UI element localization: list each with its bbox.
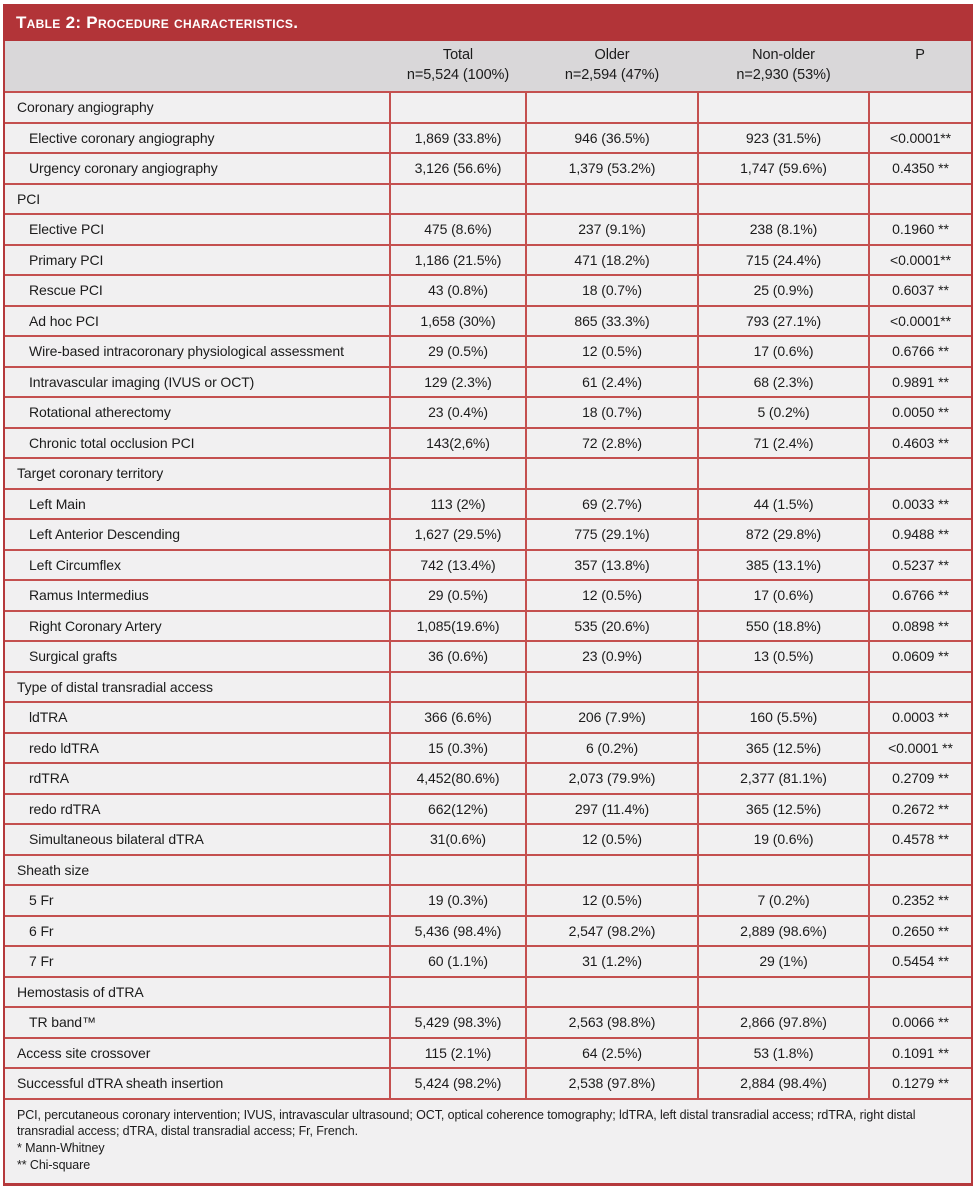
row-label: Left Anterior Descending bbox=[5, 519, 390, 550]
cell-total: 29 (0.5%) bbox=[390, 336, 526, 367]
cell-p: 0.0050 ** bbox=[869, 397, 971, 428]
row-label: 7 Fr bbox=[5, 946, 390, 977]
cell-total: 4,452(80.6%) bbox=[390, 763, 526, 794]
cell-older: 6 (0.2%) bbox=[526, 733, 698, 764]
cell-older bbox=[526, 977, 698, 1008]
table-frame bbox=[3, 41, 973, 1186]
row-label: Urgency coronary angiography bbox=[5, 153, 390, 184]
cell-total: 143(2,6%) bbox=[390, 428, 526, 459]
cell-non-older bbox=[698, 977, 869, 1008]
cell-older: 23 (0.9%) bbox=[526, 641, 698, 672]
cell-total: 60 (1.1%) bbox=[390, 946, 526, 977]
column-sublabel: n=2,930 (53%) bbox=[736, 67, 831, 83]
cell-total: 475 (8.6%) bbox=[390, 214, 526, 245]
cell-total bbox=[390, 184, 526, 215]
cell-older bbox=[526, 184, 698, 215]
cell-non-older: 160 (5.5%) bbox=[698, 702, 869, 733]
cell-older: 72 (2.8%) bbox=[526, 428, 698, 459]
cell-older: 12 (0.5%) bbox=[526, 336, 698, 367]
section-row bbox=[5, 977, 971, 1008]
cell-p: 0.1279 ** bbox=[869, 1068, 971, 1099]
cell-older: 471 (18.2%) bbox=[526, 245, 698, 276]
cell-total: 1,869 (33.8%) bbox=[390, 123, 526, 154]
cell-older: 2,073 (79.9%) bbox=[526, 763, 698, 794]
cell-p: 0.4578 ** bbox=[869, 824, 971, 855]
procedure-characteristics-table bbox=[5, 41, 971, 1100]
row-label: Successful dTRA sheath insertion bbox=[5, 1068, 390, 1099]
table-row bbox=[5, 946, 971, 977]
table-row bbox=[5, 733, 971, 764]
cell-p bbox=[869, 458, 971, 489]
cell-total: 1,186 (21.5%) bbox=[390, 245, 526, 276]
cell-non-older: 2,889 (98.6%) bbox=[698, 916, 869, 947]
cell-non-older: 715 (24.4%) bbox=[698, 245, 869, 276]
table-row bbox=[5, 397, 971, 428]
section-row bbox=[5, 672, 971, 703]
table-row bbox=[5, 336, 971, 367]
cell-older: 61 (2.4%) bbox=[526, 367, 698, 398]
row-label: Chronic total occlusion PCI bbox=[5, 428, 390, 459]
cell-non-older: 923 (31.5%) bbox=[698, 123, 869, 154]
cell-p: 0.2352 ** bbox=[869, 885, 971, 916]
row-label: 5 Fr bbox=[5, 885, 390, 916]
row-label: ldTRA bbox=[5, 702, 390, 733]
cell-non-older: 2,884 (98.4%) bbox=[698, 1068, 869, 1099]
header-cell-older bbox=[526, 41, 698, 92]
cell-older: 2,538 (97.8%) bbox=[526, 1068, 698, 1099]
cell-p: 0.0003 ** bbox=[869, 702, 971, 733]
cell-non-older: 25 (0.9%) bbox=[698, 275, 869, 306]
cell-non-older: 2,377 (81.1%) bbox=[698, 763, 869, 794]
row-label: Ad hoc PCI bbox=[5, 306, 390, 337]
cell-older: 64 (2.5%) bbox=[526, 1038, 698, 1069]
cell-older: 865 (33.3%) bbox=[526, 306, 698, 337]
cell-older: 12 (0.5%) bbox=[526, 885, 698, 916]
cell-non-older bbox=[698, 184, 869, 215]
cell-older: 2,563 (98.8%) bbox=[526, 1007, 698, 1038]
section-row bbox=[5, 458, 971, 489]
cell-p: <0.0001** bbox=[869, 245, 971, 276]
cell-older: 535 (20.6%) bbox=[526, 611, 698, 642]
cell-p: 0.5237 ** bbox=[869, 550, 971, 581]
cell-p: 0.2709 ** bbox=[869, 763, 971, 794]
table-row bbox=[5, 580, 971, 611]
header-cell-empty bbox=[5, 41, 390, 92]
cell-total: 366 (6.6%) bbox=[390, 702, 526, 733]
column-label: P bbox=[915, 47, 925, 63]
cell-p: 0.1960 ** bbox=[869, 214, 971, 245]
table-row bbox=[5, 550, 971, 581]
cell-older bbox=[526, 92, 698, 123]
cell-non-older: 365 (12.5%) bbox=[698, 794, 869, 825]
cell-p bbox=[869, 855, 971, 886]
cell-non-older: 17 (0.6%) bbox=[698, 336, 869, 367]
cell-non-older: 385 (13.1%) bbox=[698, 550, 869, 581]
cell-older: 12 (0.5%) bbox=[526, 580, 698, 611]
cell-total: 5,424 (98.2%) bbox=[390, 1068, 526, 1099]
cell-older: 237 (9.1%) bbox=[526, 214, 698, 245]
table-row bbox=[5, 916, 971, 947]
header-row bbox=[5, 41, 971, 92]
row-label: Elective coronary angiography bbox=[5, 123, 390, 154]
cell-non-older: 7 (0.2%) bbox=[698, 885, 869, 916]
cell-older: 18 (0.7%) bbox=[526, 275, 698, 306]
table-row bbox=[5, 824, 971, 855]
cell-older: 2,547 (98.2%) bbox=[526, 916, 698, 947]
cell-total: 662(12%) bbox=[390, 794, 526, 825]
cell-total: 5,436 (98.4%) bbox=[390, 916, 526, 947]
cell-non-older: 872 (29.8%) bbox=[698, 519, 869, 550]
cell-p: 0.2650 ** bbox=[869, 916, 971, 947]
table-row bbox=[5, 641, 971, 672]
row-label: Target coronary territory bbox=[5, 458, 390, 489]
cell-non-older: 68 (2.3%) bbox=[698, 367, 869, 398]
header-cell-total bbox=[390, 41, 526, 92]
row-label: redo ldTRA bbox=[5, 733, 390, 764]
row-label: rdTRA bbox=[5, 763, 390, 794]
cell-p: 0.2672 ** bbox=[869, 794, 971, 825]
column-sublabel: n=2,594 (47%) bbox=[564, 67, 660, 83]
table-row bbox=[5, 153, 971, 184]
row-label: Hemostasis of dTRA bbox=[5, 977, 390, 1008]
cell-total: 1,085(19.6%) bbox=[390, 611, 526, 642]
abbreviations-note: PCI, percutaneous coronary intervention; IVUS, intravascular ultrasound; OCT, optical coherence tomography; ldTRA, left distal transradial access; rdTRA, right distal transradial access; dTRA, distal transradial access; Fr, French. bbox=[17, 1107, 916, 1139]
row-label: Wire-based intracoronary physiological assessment bbox=[5, 336, 390, 367]
cell-total: 1,627 (29.5%) bbox=[390, 519, 526, 550]
cell-older: 69 (2.7%) bbox=[526, 489, 698, 520]
row-label: Rotational atherectomy bbox=[5, 397, 390, 428]
row-label: 6 Fr bbox=[5, 916, 390, 947]
cell-p: 0.0066 ** bbox=[869, 1007, 971, 1038]
cell-total: 43 (0.8%) bbox=[390, 275, 526, 306]
cell-total: 3,126 (56.6%) bbox=[390, 153, 526, 184]
section-row bbox=[5, 184, 971, 215]
cell-non-older: 793 (27.1%) bbox=[698, 306, 869, 337]
cell-older: 946 (36.5%) bbox=[526, 123, 698, 154]
cell-non-older bbox=[698, 458, 869, 489]
row-label: Right Coronary Artery bbox=[5, 611, 390, 642]
cell-total: 1,658 (30%) bbox=[390, 306, 526, 337]
cell-non-older: 19 (0.6%) bbox=[698, 824, 869, 855]
chi-square-note: ** Chi-square bbox=[17, 1157, 91, 1172]
row-label: Left Circumflex bbox=[5, 550, 390, 581]
table-row bbox=[5, 275, 971, 306]
table-row bbox=[5, 214, 971, 245]
cell-total bbox=[390, 92, 526, 123]
cell-p: 0.5454 ** bbox=[869, 946, 971, 977]
cell-non-older: 13 (0.5%) bbox=[698, 641, 869, 672]
table-body bbox=[5, 92, 971, 1099]
cell-total bbox=[390, 855, 526, 886]
cell-older: 12 (0.5%) bbox=[526, 824, 698, 855]
cell-total: 31(0.6%) bbox=[390, 824, 526, 855]
cell-non-older: 2,866 (97.8%) bbox=[698, 1007, 869, 1038]
cell-non-older: 365 (12.5%) bbox=[698, 733, 869, 764]
cell-total: 113 (2%) bbox=[390, 489, 526, 520]
cell-older bbox=[526, 855, 698, 886]
cell-older: 18 (0.7%) bbox=[526, 397, 698, 428]
table-title: Table 2: Procedure characteristics. bbox=[16, 12, 299, 32]
cell-p: <0.0001** bbox=[869, 306, 971, 337]
cell-non-older bbox=[698, 672, 869, 703]
row-label: Left Main bbox=[5, 489, 390, 520]
cell-non-older: 17 (0.6%) bbox=[698, 580, 869, 611]
table-row bbox=[5, 428, 971, 459]
cell-total: 115 (2.1%) bbox=[390, 1038, 526, 1069]
cell-non-older: 44 (1.5%) bbox=[698, 489, 869, 520]
cell-older: 31 (1.2%) bbox=[526, 946, 698, 977]
cell-total: 19 (0.3%) bbox=[390, 885, 526, 916]
row-label: PCI bbox=[5, 184, 390, 215]
column-label: Non-older bbox=[752, 47, 815, 63]
cell-older: 1,379 (53.2%) bbox=[526, 153, 698, 184]
cell-p: <0.0001 ** bbox=[869, 733, 971, 764]
cell-total: 29 (0.5%) bbox=[390, 580, 526, 611]
cell-p: 0.6766 ** bbox=[869, 580, 971, 611]
column-label: Total bbox=[442, 47, 474, 63]
table-title-bar bbox=[3, 4, 973, 41]
row-label: Sheath size bbox=[5, 855, 390, 886]
row-label: TR band™ bbox=[5, 1007, 390, 1038]
cell-total: 5,429 (98.3%) bbox=[390, 1007, 526, 1038]
table-row bbox=[5, 367, 971, 398]
cell-p: 0.1091 ** bbox=[869, 1038, 971, 1069]
header-cell-p bbox=[869, 41, 971, 92]
section-row bbox=[5, 92, 971, 123]
cell-p bbox=[869, 977, 971, 1008]
table-row bbox=[5, 1068, 971, 1099]
header-cell-non-older bbox=[698, 41, 869, 92]
cell-older: 206 (7.9%) bbox=[526, 702, 698, 733]
cell-total: 15 (0.3%) bbox=[390, 733, 526, 764]
row-label: Type of distal transradial access bbox=[5, 672, 390, 703]
table-row bbox=[5, 794, 971, 825]
cell-p: 0.4350 ** bbox=[869, 153, 971, 184]
cell-non-older: 238 (8.1%) bbox=[698, 214, 869, 245]
table-row bbox=[5, 1007, 971, 1038]
cell-non-older: 29 (1%) bbox=[698, 946, 869, 977]
table-header bbox=[5, 41, 971, 92]
row-label: Elective PCI bbox=[5, 214, 390, 245]
cell-p bbox=[869, 184, 971, 215]
cell-older: 775 (29.1%) bbox=[526, 519, 698, 550]
row-label: Surgical grafts bbox=[5, 641, 390, 672]
cell-non-older bbox=[698, 92, 869, 123]
table-row bbox=[5, 245, 971, 276]
table-row bbox=[5, 123, 971, 154]
cell-non-older: 1,747 (59.6%) bbox=[698, 153, 869, 184]
cell-total: 129 (2.3%) bbox=[390, 367, 526, 398]
cell-p: 0.0898 ** bbox=[869, 611, 971, 642]
table-row bbox=[5, 306, 971, 337]
table-row bbox=[5, 1038, 971, 1069]
cell-p: 0.9891 ** bbox=[869, 367, 971, 398]
cell-total bbox=[390, 672, 526, 703]
cell-total bbox=[390, 977, 526, 1008]
row-label: Primary PCI bbox=[5, 245, 390, 276]
cell-non-older: 550 (18.8%) bbox=[698, 611, 869, 642]
cell-non-older: 71 (2.4%) bbox=[698, 428, 869, 459]
row-label: Ramus Intermedius bbox=[5, 580, 390, 611]
cell-total: 742 (13.4%) bbox=[390, 550, 526, 581]
cell-p: 0.6037 ** bbox=[869, 275, 971, 306]
section-row bbox=[5, 855, 971, 886]
cell-older: 297 (11.4%) bbox=[526, 794, 698, 825]
row-label: Rescue PCI bbox=[5, 275, 390, 306]
mann-whitney-note: * Mann-Whitney bbox=[17, 1141, 105, 1155]
cell-p bbox=[869, 672, 971, 703]
table-row bbox=[5, 519, 971, 550]
row-label: Access site crossover bbox=[5, 1038, 390, 1069]
table-row bbox=[5, 885, 971, 916]
row-label: Coronary angiography bbox=[5, 92, 390, 123]
column-label: Older bbox=[594, 47, 630, 63]
cell-total: 23 (0.4%) bbox=[390, 397, 526, 428]
cell-p: 0.9488 ** bbox=[869, 519, 971, 550]
cell-p: 0.0033 ** bbox=[869, 489, 971, 520]
row-label: Intravascular imaging (IVUS or OCT) bbox=[5, 367, 390, 398]
cell-total: 36 (0.6%) bbox=[390, 641, 526, 672]
cell-p: 0.4603 ** bbox=[869, 428, 971, 459]
table-footnote bbox=[5, 1100, 971, 1186]
table-row bbox=[5, 489, 971, 520]
cell-total bbox=[390, 458, 526, 489]
table-row bbox=[5, 611, 971, 642]
cell-older bbox=[526, 458, 698, 489]
cell-older bbox=[526, 672, 698, 703]
table-row bbox=[5, 763, 971, 794]
cell-p: 0.0609 ** bbox=[869, 641, 971, 672]
cell-p: 0.6766 ** bbox=[869, 336, 971, 367]
cell-older: 357 (13.8%) bbox=[526, 550, 698, 581]
row-label: Simultaneous bilateral dTRA bbox=[5, 824, 390, 855]
cell-p: <0.0001** bbox=[869, 123, 971, 154]
cell-non-older bbox=[698, 855, 869, 886]
cell-non-older: 5 (0.2%) bbox=[698, 397, 869, 428]
column-sublabel: n=5,524 (100%) bbox=[406, 67, 510, 83]
row-label: redo rdTRA bbox=[5, 794, 390, 825]
cell-non-older: 53 (1.8%) bbox=[698, 1038, 869, 1069]
cell-p bbox=[869, 92, 971, 123]
table-row bbox=[5, 702, 971, 733]
